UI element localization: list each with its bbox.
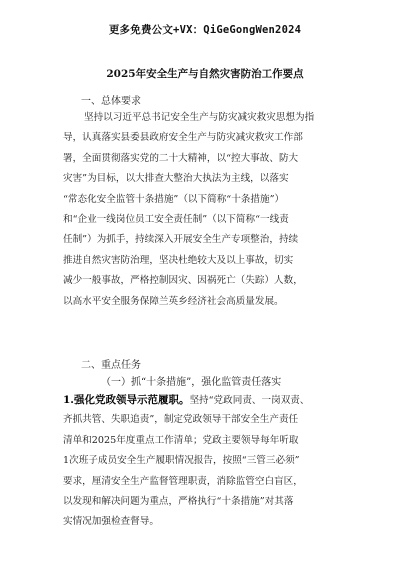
paragraph-line: 实情况加强检查督导。 <box>63 516 159 528</box>
paragraph-line: 任制”）为抓手，持续深入开展安全生产专项整治，持续 <box>63 234 299 246</box>
document-title: 2025年安全生产与自然灾害防治工作要点 <box>106 68 304 80</box>
paragraph-line: 导，认真落实县委县政府安全生产与防灾减灾救灾工作部 <box>63 132 303 144</box>
paragraph-line: 推进自然灾害防治理，坚决杜绝较大及以上事故，切实 <box>63 254 294 266</box>
section-heading-key-tasks: 二、重点任务 <box>81 360 141 371</box>
paragraph-line: “常态化安全监管十条措施”（以下简称“十条措施”） <box>63 193 285 205</box>
item-lead-rest: 坚持“党政同责、一岗双责、 <box>189 395 310 406</box>
subsection-heading: （一）抓“十条措施”，强化监管责任落实 <box>101 377 282 388</box>
general-requirements-paragraph <box>63 108 353 312</box>
paragraph-line: 要求，厘清安全生产监督管理职责，消除监管空白盲区， <box>63 475 303 487</box>
paragraph-line: 署，全面贯彻落实党的二十大精神，以“控大事故、防大 <box>63 152 299 164</box>
paragraph-line: 坚持以习近平总书记安全生产与防灾减灾救灾思想为指 <box>84 112 315 123</box>
paragraph-line: 1次班子成员安全生产履职情况报告，按照“三管三必须” <box>63 455 300 467</box>
paragraph-first-line <box>63 390 353 410</box>
section-heading-general-requirements: 一、总体要求 <box>81 96 141 107</box>
paragraph-line: 齐抓共管、失职追责”，制定党政领导干部安全生产责任 <box>63 414 299 426</box>
promo-banner: 更多免费公文+VX：QiGeGongWen2024 <box>108 24 302 36</box>
paragraph-line: 以发现和解决问题为重点，严格执行“十条措施”对其落 <box>63 495 294 507</box>
paragraph-line: 减少一般事故，严格控制因灾、因祸死亡（失踪）人数， <box>63 275 303 287</box>
paragraph-line: 以高水平安全服务保障兰英乡经济社会高质量发展。 <box>63 295 284 307</box>
paragraph-line: 清单和2025年度重点工作清单；党政主要领导每年听取 <box>63 434 299 446</box>
paragraph-line: 灾害”为目标，以大排查大整治大执法为主线，以落实 <box>63 173 289 185</box>
key-task-paragraph <box>63 390 353 533</box>
paragraph-line: 和“企业一线岗位员工安全责任制”（以下简称“一线责 <box>63 213 289 225</box>
item-lead: 1.强化党政领导示范履职。 <box>63 394 190 406</box>
